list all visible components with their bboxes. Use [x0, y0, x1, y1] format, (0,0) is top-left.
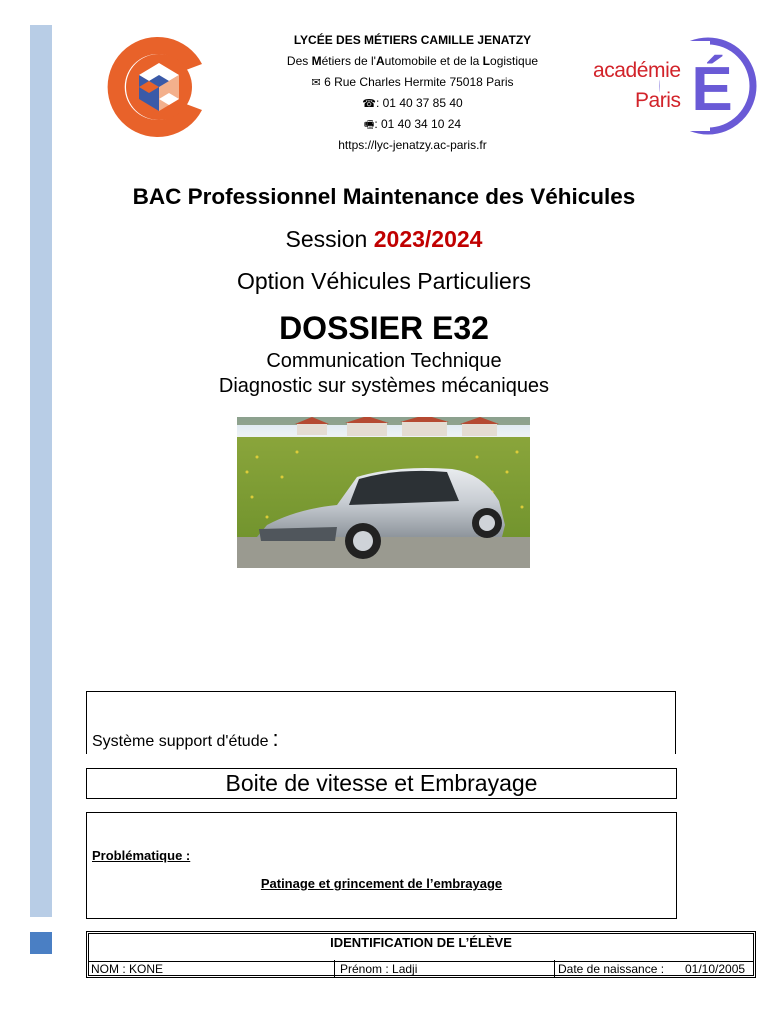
school-name: LYCÉE DES MÉTIERS CAMILLE JENATZY	[293, 33, 532, 47]
student-identification-table	[86, 931, 756, 978]
system-label-box	[86, 691, 676, 754]
car-photo	[237, 417, 530, 568]
fax-icon: 🖷	[363, 118, 375, 131]
subtitle-diagnostic: Diagnostic sur systèmes mécaniques	[218, 375, 550, 397]
identification-title: IDENTIFICATION DE L’ÉLÈVE	[89, 934, 753, 962]
student-birth-value: 01/10/2005	[685, 962, 746, 976]
option-title: Option Véhicules Particuliers	[236, 268, 532, 294]
system-value: Boite de vitesse et Embrayage	[86, 768, 677, 799]
session-year: 2023/2024	[373, 226, 483, 252]
telephone-icon: ☎	[362, 97, 376, 110]
svg-text:É: É	[691, 55, 733, 124]
problem-value: Patinage et grincement de l’embrayage	[260, 876, 503, 891]
cell-divider	[554, 960, 555, 977]
envelope-icon: ✉	[311, 76, 321, 89]
student-nom: NOM : KONE	[91, 962, 164, 976]
school-fax: 🖷: 01 40 34 10 24	[363, 117, 462, 131]
lycee-logo	[106, 34, 216, 140]
identification-row	[89, 961, 753, 975]
student-prenom: Prénom : Ladji	[340, 962, 418, 976]
left-decorative-square	[30, 932, 52, 954]
problem-box	[86, 812, 677, 919]
school-address: ✉ 6 Rue Charles Hermite 75018 Paris	[311, 75, 514, 89]
student-birth-label: Date de naissance :	[558, 962, 665, 976]
bac-title: BAC Professionnel Maintenance des Véhicules	[132, 184, 636, 209]
school-tagline: Des Métiers de l'Automobile et de la Logistique	[286, 54, 539, 68]
svg-text:académie: académie	[593, 59, 681, 82]
left-decorative-bar	[30, 25, 52, 917]
problem-label: Problématique :	[92, 848, 191, 863]
subtitle-communication: Communication Technique	[266, 350, 502, 372]
svg-text:Paris: Paris	[635, 89, 681, 112]
system-label: Système support d'étude :	[92, 726, 279, 751]
school-phone: ☎: 01 40 37 85 40	[362, 96, 463, 110]
academie-paris-logo	[588, 22, 758, 137]
cell-divider	[334, 960, 335, 977]
dossier-title: DOSSIER E32	[279, 310, 489, 346]
school-header	[230, 30, 595, 156]
school-website[interactable]: https://lyc-jenatzy.ac-paris.fr	[338, 138, 487, 152]
session-line: Session 2023/2024	[285, 226, 483, 252]
